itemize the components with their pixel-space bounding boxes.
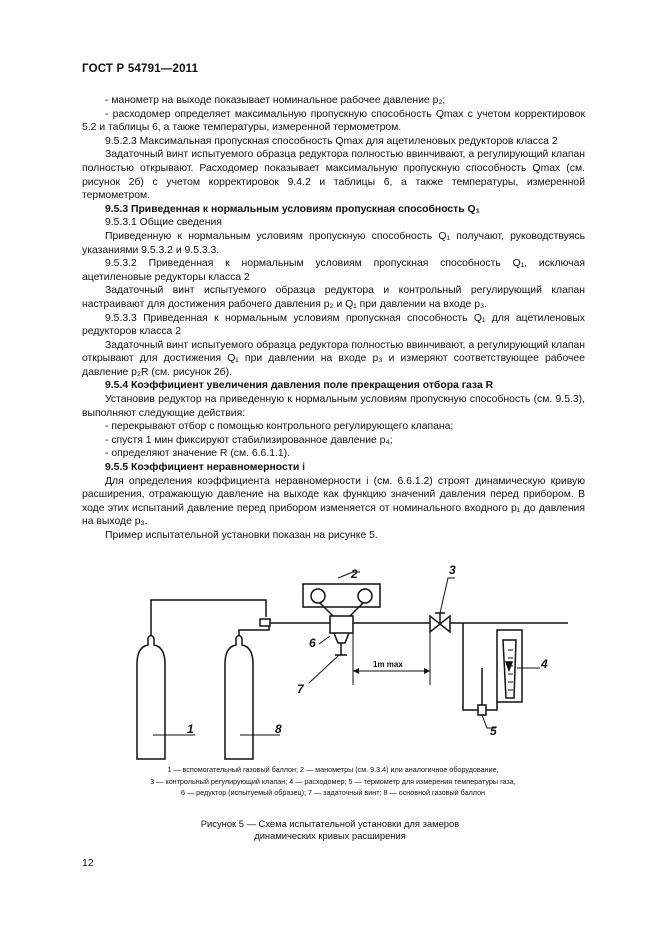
- caption-line: Рисунок 5 — Схема испытательной установки для замеров: [200, 818, 460, 829]
- section-heading: 9.5.5 Коэффициент неравномерности i: [105, 462, 306, 474]
- label-3: 3: [449, 563, 456, 577]
- connector-valve: [260, 619, 270, 626]
- manometer-right-icon: [358, 589, 372, 603]
- manometer-left-icon: [311, 589, 325, 603]
- control-valve-icon: [430, 613, 450, 632]
- legend-line: 3 — контрольный регулирующий клапан; 4 — расходомер; 5 — термометр для измерения температуры газа,: [150, 776, 516, 786]
- paragraph: - манометр на выходе показывает номинальное рабочее давление p₂;: [105, 95, 446, 106]
- label-4: 4: [541, 657, 548, 671]
- paragraph: Приведенную к нормальным условиям пропускную способность Q₁ получают, руководствуясь указаниями 9.5.3.2 и 9.5.3.3.: [82, 230, 585, 256]
- paragraph: 9.5.3.2 Приведенная к нормальным условиям пропускная способность Q₁, исключая ацетиленовые редукторы класса 2: [82, 258, 585, 283]
- dimension-arrow-left: [353, 668, 359, 674]
- leader-line: [309, 655, 339, 683]
- dimension-line: [353, 632, 430, 685]
- section-heading: 9.5.4 Коэффициент увеличения давления поле прекращения отбора газа R: [105, 380, 494, 392]
- paragraph: - определяют значение R (см. 6.6.1.1).: [105, 448, 291, 460]
- flowmeter-float: [506, 662, 512, 670]
- auxiliary-gas-cylinder: [137, 636, 165, 760]
- paragraph: Пример испытательной установки показан на рисунке 5.: [105, 530, 378, 541]
- paragraph: - перекрывают отбор с помощью контрольного регулирующего клапана;: [105, 421, 454, 433]
- paragraph: - спустя 1 мин фиксируют стабилизированное давление p₄;: [105, 434, 393, 446]
- gauge-lines: [320, 603, 363, 617]
- adjusting-screw-icon: [335, 643, 347, 655]
- pipe: [463, 623, 478, 710]
- label-8: 8: [275, 722, 282, 736]
- paragraph: 9.5.3.1 Общие сведения: [105, 217, 222, 229]
- dimension-arrow-right: [424, 668, 430, 674]
- paragraph: 9.5.3.3 Приведенная к нормальным условиям пропускная способность Q₁ для ацетиленовых редукторов класса 2: [82, 312, 585, 338]
- pipe: [486, 702, 497, 710]
- dimension-label: 1m max: [373, 660, 403, 669]
- paragraph: Установив редуктор на приведенную к нормальным условиям пропускную способность (см. 9.5.3), выполняют следующие действия:: [82, 394, 585, 419]
- label-5: 5: [490, 724, 497, 738]
- thermometer-fitting: [478, 705, 486, 715]
- manometer-panel: [303, 584, 380, 607]
- page-number: 12: [82, 857, 94, 869]
- leader-line: [440, 578, 455, 613]
- section-heading: 9.5.3 Приведенная к нормальным условиям пропускная способность Q₁: [105, 203, 480, 215]
- regulator: [330, 616, 353, 633]
- paragraph: Задаточный винт испытуемого образца редуктора и контрольный регулирующий клапан настраивают для достижения рабочего давления p₂ и Q₁ при давлении на входе p₃.: [82, 285, 585, 310]
- paragraph: Задаточный винт испытуемого образца редуктора полностью ввинчивают, а регулирующий клапан открывают для достижения Q₁ при давлении на входе p₃ и измеряют соответствующее рабочее давление p₂R (см. рисунок 2б).: [82, 339, 585, 378]
- paragraph: Для определения коэффициента неравномерности i (см. 6.6.1.2) строят динамическую кривую расширения, отражающую давление на выходе как функцию значений давления перед прибором. В ходе этих испытаний давление перед прибором изменяется от номинального входного p₁ до давления на выходе p₃.: [82, 475, 585, 528]
- paragraph: Задаточный винт испытуемого образца редуктора полностью ввинчивают, а регулирующий клапан полностью открывают. Расходомер показывает максимальную пропускную способность Qmax (см. рисунок 2б) с учетом корректировок 9.4.2 и таблицы 6, а также температуры, измеренной термометром.: [82, 149, 585, 202]
- caption-line: динамических кривых расширения: [254, 830, 406, 841]
- leader-line: [319, 636, 330, 644]
- legend-line: 1 — вспомогательный газовый баллон; 2 — манометры (см. 9.3.4) или аналогичное оборудование,: [167, 765, 499, 774]
- label-2: 2: [351, 567, 358, 581]
- legend-line: 6 — редуктор (испытуемый образец); 7 — задаточный винт; 8 — основной газовый баллон: [180, 788, 486, 798]
- paragraph: 9.5.2.3 Максимальная пропускная способность Qmax для ацетиленовых редукторов класса 2: [105, 135, 558, 147]
- document-header: ГОСТ Р 54791—2011: [82, 63, 199, 75]
- paragraph: - расходомер определяет максимальную пропускную способность Qmax с учетом корректировок 5.2 и таблицы 6, а также температуры, измеренной термометром.: [82, 108, 585, 134]
- regulator-body: [334, 633, 349, 643]
- label-1: 1: [187, 722, 194, 736]
- main-gas-cylinder: [225, 636, 253, 760]
- label-6: 6: [309, 636, 316, 650]
- label-7: 7: [297, 682, 304, 696]
- figure-legend: [95, 764, 571, 799]
- figure-caption: [150, 818, 510, 842]
